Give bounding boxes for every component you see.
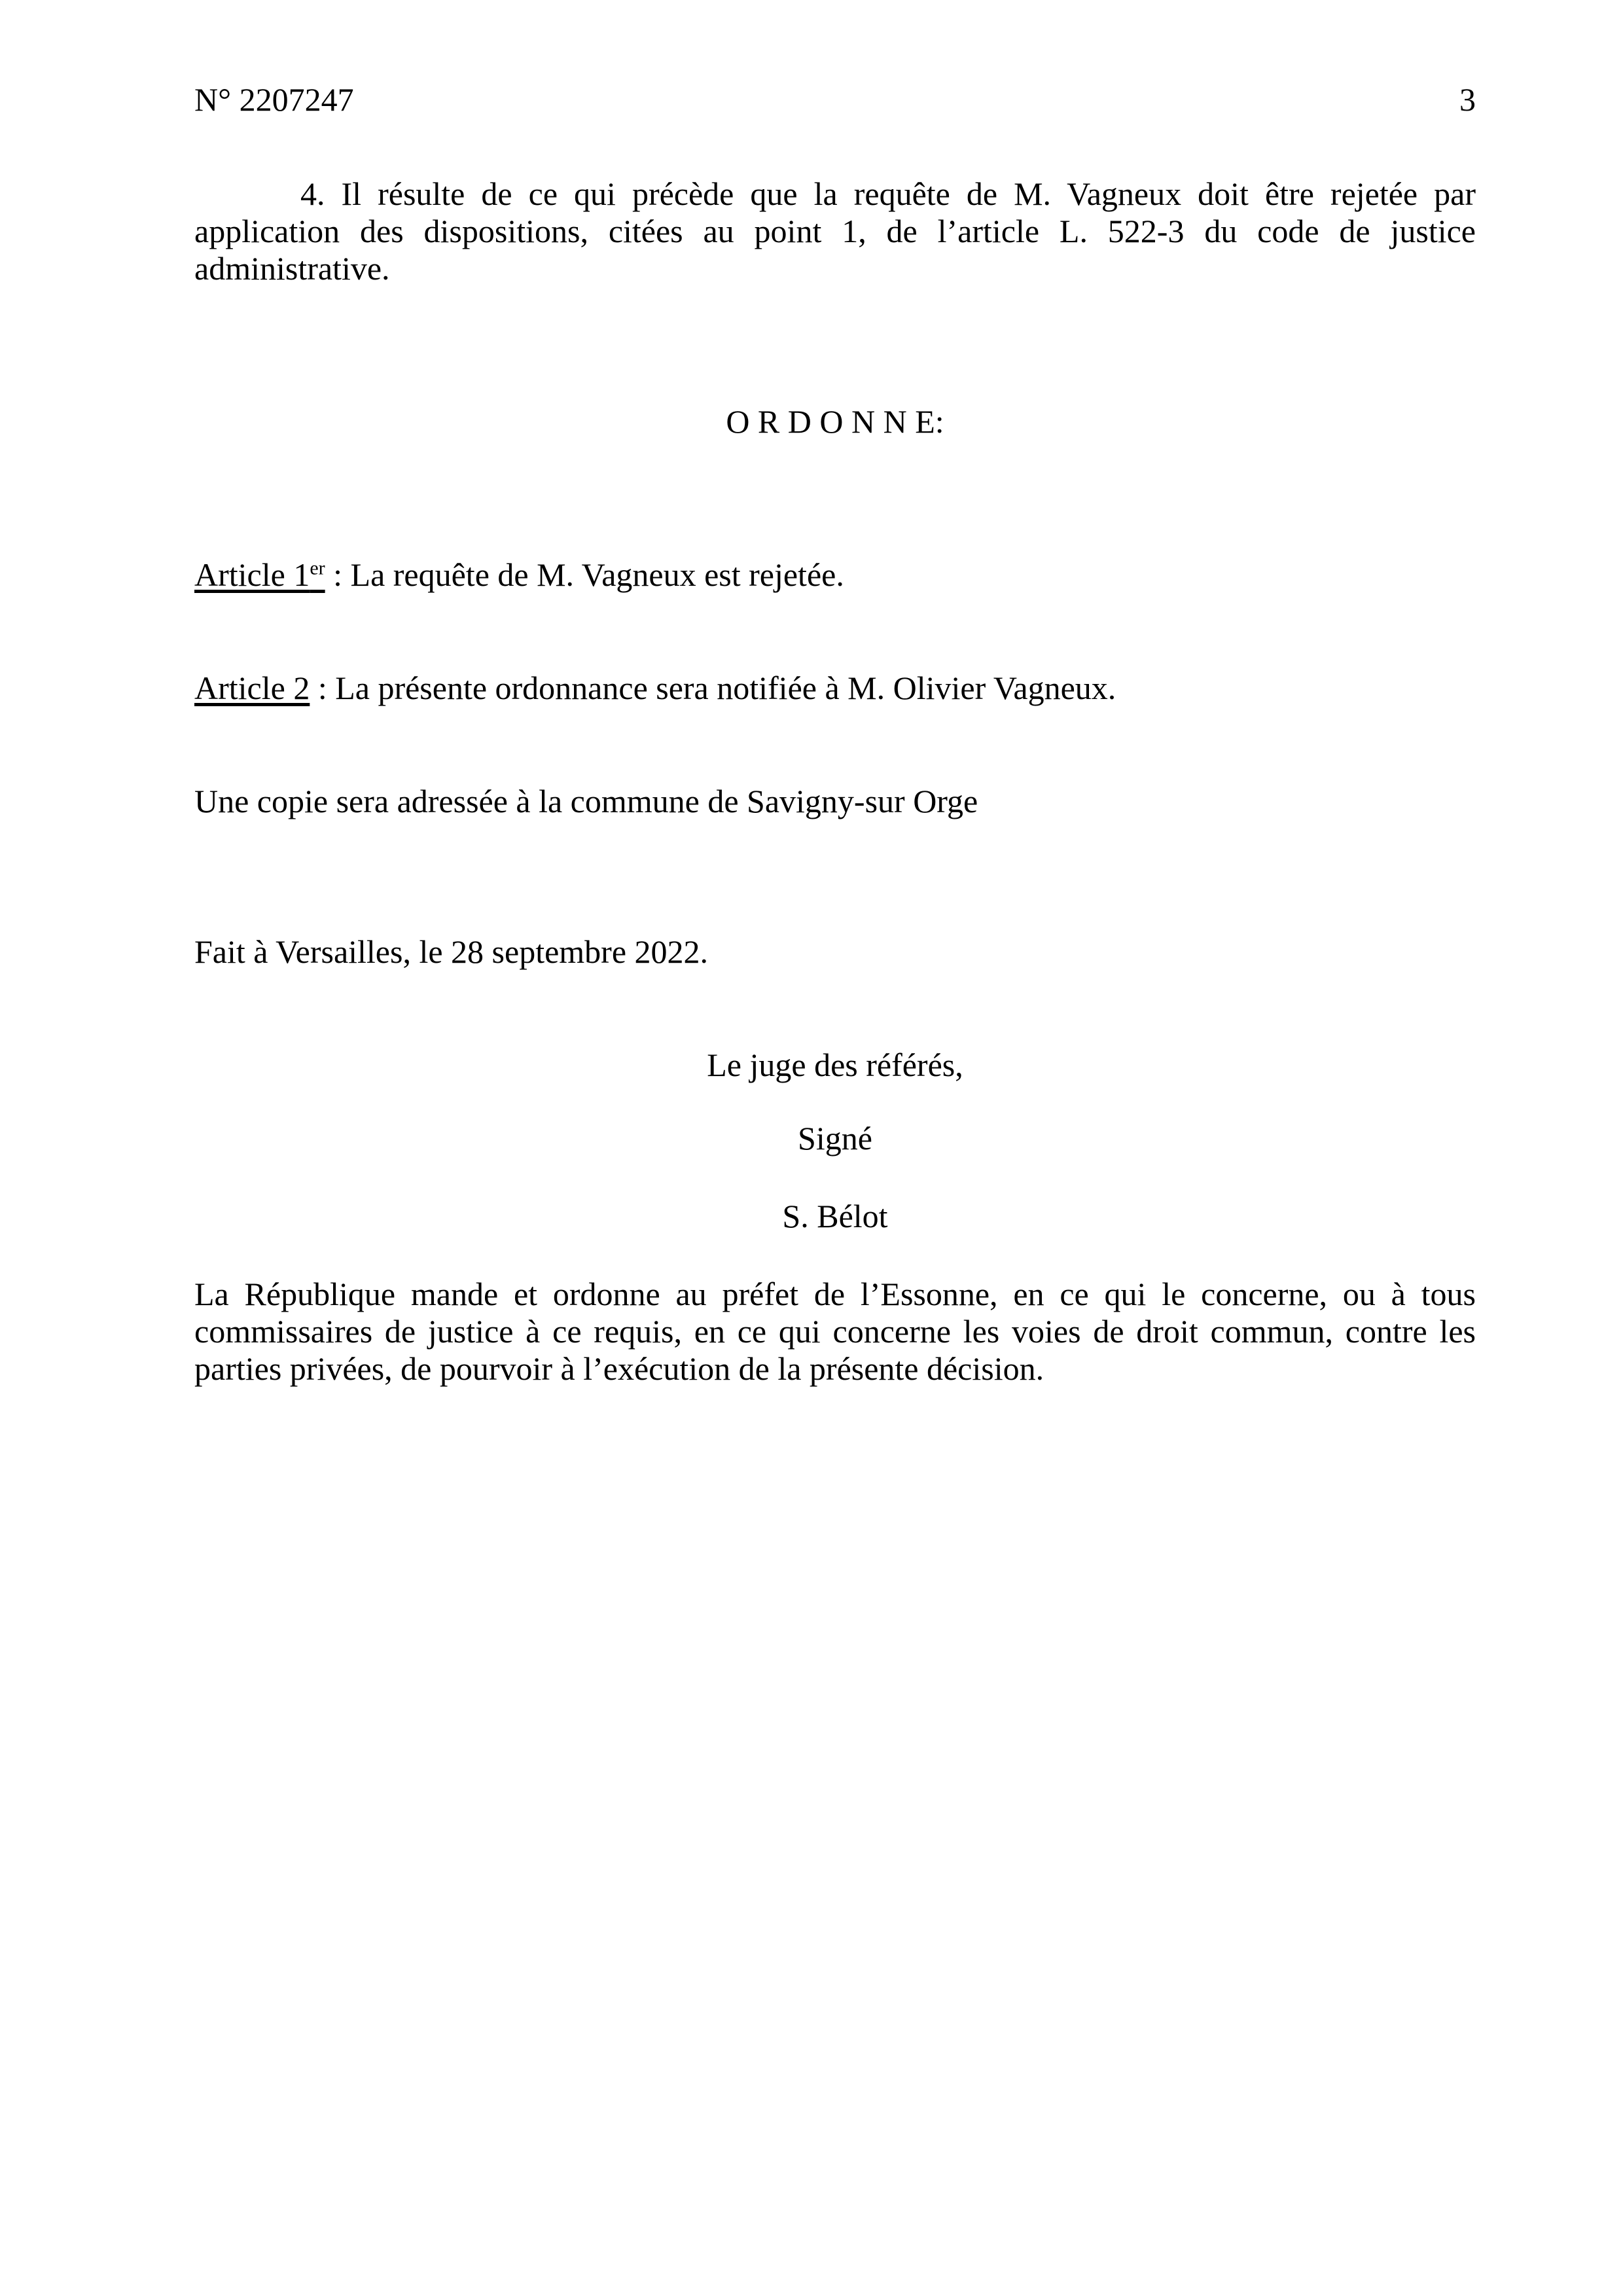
article-1 xyxy=(194,556,1476,594)
article-1-text: : La requête de M. Vagneux est rejetée. xyxy=(325,556,844,593)
executory-formula: La République mande et ordonne au préfet de l’Essonne, en ce qui le concerne, ou à tous commissaires de justice à ce requis, en ce qui concerne les voies de droit commun, contre les parties privées, de pourvoir à l’exécution de la présente décision. xyxy=(194,1276,1476,1387)
article-1-label: Article 1er xyxy=(194,556,325,593)
article-2 xyxy=(194,670,1476,707)
judge-title: Le juge des référés, xyxy=(707,1047,963,1083)
paragraph-4: 4. Il résulte de ce qui précède que la requête de M. Vagneux doit être rejetée par application des dispositions, citées au point 1, de l’article L. 522-3 du code de justice administrative. xyxy=(194,175,1476,287)
date-line: Fait à Versailles, le 28 septembre 2022. xyxy=(194,933,709,970)
article-2-label: Article 2 xyxy=(194,670,310,706)
signed-mention: Signé xyxy=(798,1120,872,1157)
article-2-text: : La présente ordonnance sera notifiée à M. Olivier Vagneux. xyxy=(310,670,1116,706)
judge-name: S. Bélot xyxy=(782,1198,888,1234)
case-number: N° 2207247 xyxy=(194,81,354,118)
page-number: 3 xyxy=(1459,81,1476,118)
copy-notice: Une copie sera adressée à la commune de Savigny-sur Orge xyxy=(194,783,978,819)
ordonne-heading: O R D O N N E: xyxy=(726,403,944,440)
